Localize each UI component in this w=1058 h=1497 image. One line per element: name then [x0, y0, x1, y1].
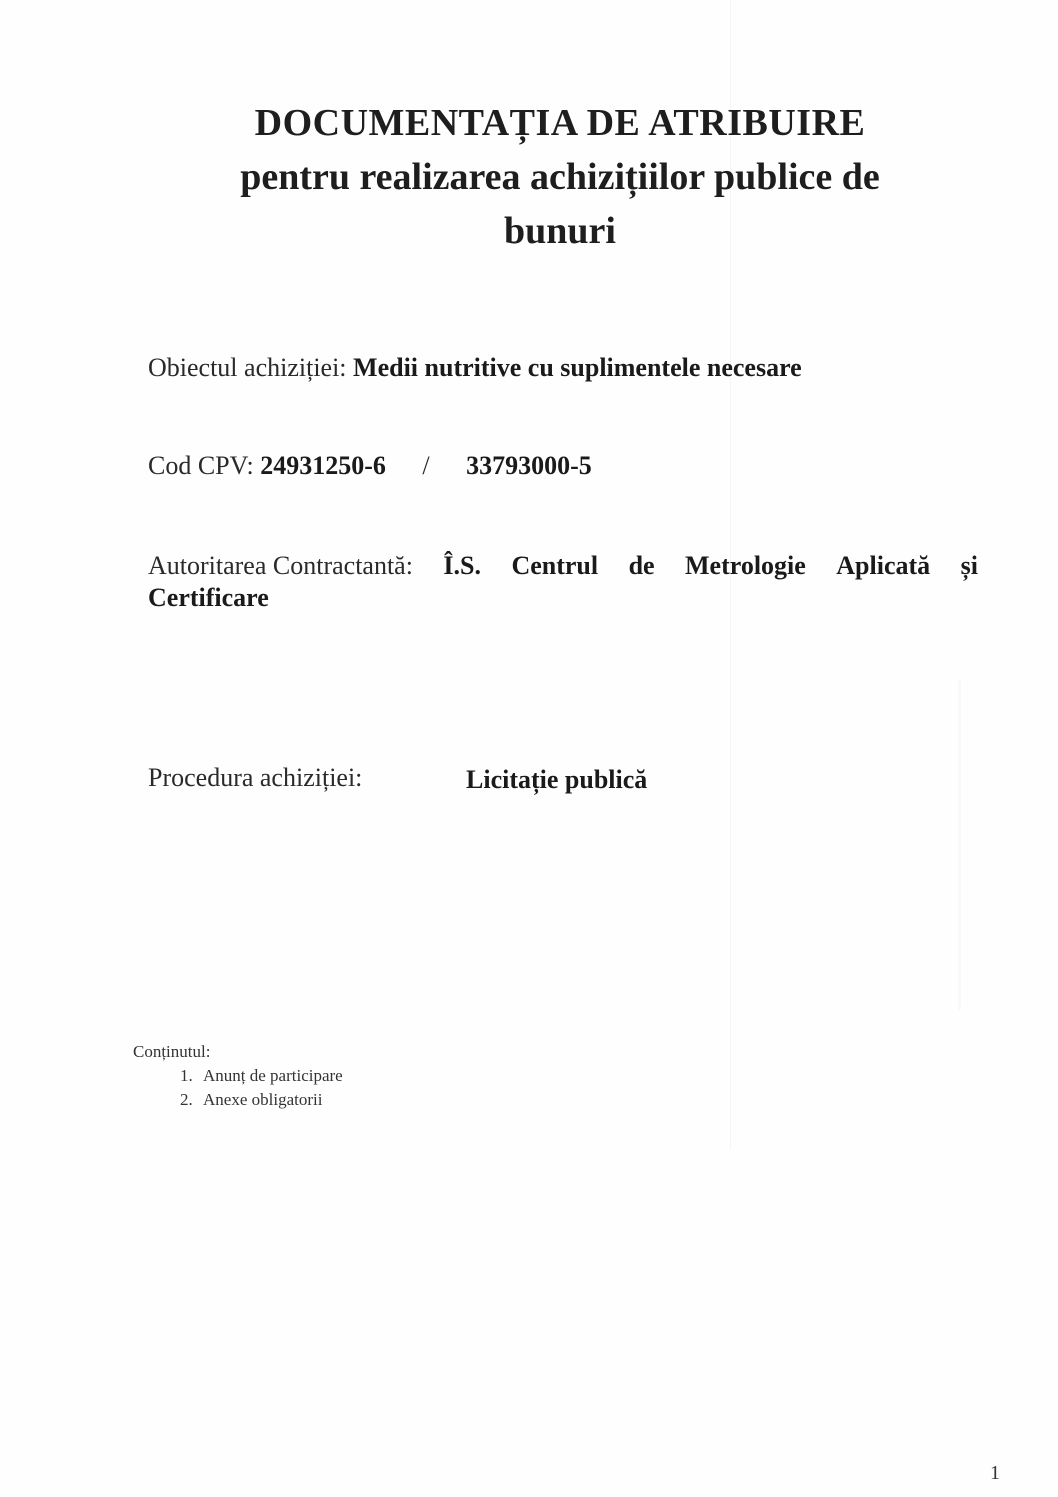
continut-heading: Conținutul: — [133, 1042, 211, 1061]
cpv-code-1: 24931250-6 — [260, 451, 386, 480]
continut-section — [133, 1040, 343, 1112]
cod-cpv — [148, 450, 592, 482]
title-line-2: pentru realizarea achizițiilor publice de — [240, 156, 880, 198]
autoritate-word: Centrul — [511, 551, 599, 580]
continut-list — [133, 1064, 343, 1112]
autoritate-word: Metrologie — [685, 551, 806, 580]
autoritate-line-1 — [148, 550, 978, 582]
autoritate-label: Autoritarea Contractantă: — [148, 551, 413, 580]
obiect-achizitie — [148, 352, 802, 384]
list-item: 2. Anexe obligatorii — [197, 1088, 343, 1112]
list-item: 1. Anunț de participare — [197, 1064, 343, 1088]
obiect-value: Medii nutritive cu suplimentele necesare — [353, 353, 802, 382]
autoritate-line-2 — [148, 582, 978, 614]
obiect-label: Obiectul achiziției: — [148, 353, 347, 382]
autoritate-word: de — [628, 551, 655, 580]
procedura-achizitie — [148, 762, 648, 794]
procedura-label: Procedura achiziției: — [148, 763, 363, 792]
autoritate-word: Aplicată — [836, 551, 931, 580]
cpv-label: Cod CPV: — [148, 451, 254, 480]
cpv-code-2: 33793000-5 — [466, 451, 592, 480]
document-title — [150, 96, 970, 258]
procedura-value: Licitație publică — [466, 765, 648, 794]
autoritate-contractanta — [148, 550, 978, 614]
autoritate-word: Î.S. — [443, 551, 481, 580]
cpv-separator: / — [422, 451, 430, 480]
scan-artifact — [958, 680, 961, 1010]
autoritate-word: și — [960, 551, 978, 580]
title-line-1: DOCUMENTAȚIA DE ATRIBUIRE — [254, 102, 866, 144]
title-line-3: bunuri — [504, 210, 616, 252]
page-number: 1 — [990, 1462, 1000, 1484]
autoritate-value-end: Certificare — [148, 583, 269, 612]
